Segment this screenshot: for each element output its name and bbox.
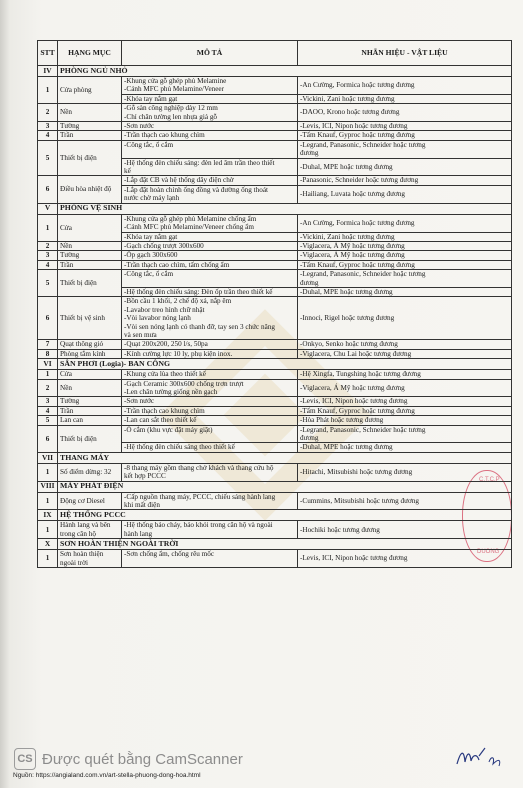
- item-number: 6: [38, 425, 58, 452]
- description-line: -Khóa tay nắm gạt: [124, 232, 178, 241]
- item-description: [122, 406, 298, 415]
- brand-line: -Tấm Knauf, Gyproc hoặc tương đương: [300, 406, 415, 415]
- description-line: -Cánh MFC phủ Melamine/Veneer: [124, 85, 225, 94]
- camscanner-text: Được quét bằng CamScanner: [42, 750, 243, 768]
- brand-line: đương: [300, 149, 319, 158]
- item-name: Nền: [58, 379, 122, 397]
- item-name: Nền: [58, 104, 122, 122]
- description-line: -Sơn nước: [124, 397, 155, 406]
- item-number: 8: [38, 349, 58, 358]
- table-row: [38, 425, 512, 443]
- item-number: 3: [38, 122, 58, 131]
- brand-line: -Cummins, Mitsubishi hoặc tương đương: [300, 496, 420, 505]
- description-line: -Ổ cắm (khu vực đặt máy giặt): [124, 425, 213, 434]
- table-row: [38, 521, 512, 539]
- item-number: 3: [38, 251, 58, 260]
- description-line: -Ốp gạch 300x600: [124, 251, 178, 260]
- item-brand: [298, 416, 512, 425]
- description-line: -Vòi sen nóng lạnh có thanh đỡ, tay sen 3 chức năng: [124, 322, 276, 331]
- item-name: Thiết bị điện: [58, 425, 122, 452]
- brand-line: -Viglacera, Á Mỹ hoặc tương đương: [300, 241, 405, 250]
- table-row: [38, 260, 512, 269]
- item-name: Động cơ Diesel: [58, 492, 122, 510]
- item-description: [122, 176, 298, 185]
- description-line: -Lan can sắt theo thiết kế: [124, 416, 197, 425]
- item-name: Trần: [58, 406, 122, 415]
- description-line: -Công tắc, ổ cắm: [124, 270, 174, 279]
- item-brand: [298, 260, 512, 269]
- brand-line: -Vickini, Zani hoặc tương đương: [300, 94, 395, 103]
- item-description: [122, 158, 298, 176]
- item-description: [122, 550, 298, 568]
- description-line: và sen mưa: [124, 330, 157, 339]
- item-name: Số điểm dừng: 32: [58, 463, 122, 481]
- description-line: -Công tắc, ổ cắm: [124, 140, 174, 149]
- brand-line: -Levis, ICI, Nipon hoặc tương đương: [300, 554, 408, 563]
- brand-line: -Viglacera, Chu Lai hoặc tương đương: [300, 349, 412, 358]
- item-description: [122, 214, 298, 232]
- source-credit: Nguồn: https://angialand.com.vn/art-stella-phuong-dong-hoa.html: [13, 772, 201, 779]
- section-number: IX: [38, 510, 58, 521]
- brand-line: -Tấm Knauf, Gyproc hoặc tương đương: [300, 131, 415, 140]
- table-row: [38, 397, 512, 406]
- description-line: -Hệ thống đèn chiếu sáng: đèn led âm trần theo thiết: [124, 158, 275, 167]
- description-line: -Gạch Ceramic 300x600 chống trơn trượt: [124, 379, 244, 388]
- spec-table: [37, 40, 512, 568]
- item-brand: [298, 104, 512, 122]
- table-row: [38, 492, 512, 510]
- item-number: 5: [38, 416, 58, 425]
- description-line: -Sơn nước: [124, 122, 155, 131]
- item-brand: [298, 94, 512, 103]
- item-description: [122, 232, 298, 241]
- item-description: [122, 185, 298, 203]
- item-number: 1: [38, 492, 58, 510]
- description-line: hành lang: [124, 529, 153, 538]
- item-description: [122, 140, 298, 158]
- brand-line: -Legrand, Panasonic, Schneider hoặc tương: [300, 140, 426, 149]
- section-title: THANG MÁY: [58, 452, 512, 463]
- page-binding-shadow: [0, 0, 10, 788]
- section-title: SÂN PHƠI (Logia)- BAN CÔNG: [58, 359, 512, 370]
- description-line: nước chờ máy lạnh: [124, 194, 180, 203]
- brand-line: -Viglacera, Á Mỹ hoặc tương đương: [300, 383, 405, 392]
- item-name: Trần: [58, 260, 122, 269]
- camscanner-logo: CS: [14, 748, 36, 770]
- header-stt: STT: [38, 41, 58, 66]
- brand-line: -Hailiang, Luvata hoặc tương đương: [300, 190, 406, 199]
- section-row: [38, 359, 512, 370]
- item-brand: [298, 131, 512, 140]
- item-description: [122, 370, 298, 379]
- brand-line: -Hochiki hoặc tương đương: [300, 525, 380, 534]
- item-name: Thiết bị điện: [58, 140, 122, 176]
- item-brand: [298, 297, 512, 340]
- description-line: -Khóa tay nắm gạt: [124, 94, 178, 103]
- description-line: -Cấp nguồn thang máy, PCCC, chiếu sáng hành lang: [124, 492, 276, 501]
- item-description: [122, 521, 298, 539]
- table-row: [38, 122, 512, 131]
- section-number: VIII: [38, 481, 58, 492]
- table-row: [38, 214, 512, 232]
- table-row: [38, 550, 512, 568]
- description-line: -Vòi lavabor nóng lạnh: [124, 314, 191, 323]
- item-name: Điều hòa nhiệt độ: [58, 176, 122, 203]
- description-line: -Bồn cầu 1 khối, 2 chế độ xả, nắp êm: [124, 297, 232, 306]
- item-description: [122, 340, 298, 349]
- item-brand: [298, 232, 512, 241]
- section-title: SƠN HOÀN THIỆN NGOÀI TRỜI: [58, 539, 512, 550]
- item-name: Cửa: [58, 214, 122, 241]
- item-description: [122, 251, 298, 260]
- table-row: [38, 131, 512, 140]
- brand-line: -Levis, ICI, Nipon hoặc tương đương: [300, 122, 408, 131]
- table-row: [38, 406, 512, 415]
- description-line: -Khung cửa lùa theo thiết kế: [124, 370, 206, 379]
- item-description: [122, 463, 298, 481]
- item-number: 5: [38, 270, 58, 297]
- section-title: PHÒNG NGỦ NHỎ: [58, 66, 512, 77]
- item-name: Tường: [58, 251, 122, 260]
- section-number: VII: [38, 452, 58, 463]
- item-description: [122, 131, 298, 140]
- item-brand: [298, 214, 512, 232]
- item-brand: [298, 443, 512, 452]
- table-header-row: [38, 41, 512, 66]
- description-line: -Lắp đặt CB và hệ thống dây điện chờ: [124, 176, 234, 185]
- item-number: 4: [38, 260, 58, 269]
- table-row: [38, 416, 512, 425]
- section-row: [38, 203, 512, 214]
- item-name: Thiết bị vệ sinh: [58, 297, 122, 340]
- brand-line: -Hitachi, Mitsubishi hoặc tương đương: [300, 468, 413, 477]
- section-number: VI: [38, 359, 58, 370]
- section-number: X: [38, 539, 58, 550]
- header-nhan-hieu: NHÃN HIỆU - VẬT LIỆU: [298, 41, 512, 66]
- description-line: -Quạt 200x200, 250 l/s, 50pa: [124, 340, 208, 349]
- brand-line: -Duhal, MPE hoặc tương đương: [300, 443, 393, 452]
- description-line: -Khung cửa gỗ ghép phủ Melamine: [124, 77, 227, 85]
- item-brand: [298, 463, 512, 481]
- item-brand: [298, 287, 512, 296]
- description-line: [124, 559, 295, 567]
- item-number: 1: [38, 463, 58, 481]
- item-number: 2: [38, 104, 58, 122]
- item-name: Cửa phòng: [58, 77, 122, 104]
- item-description: [122, 379, 298, 397]
- item-brand: [298, 241, 512, 250]
- section-number: IV: [38, 66, 58, 77]
- item-description: [122, 349, 298, 358]
- header-hang-muc: HẠNG MỤC: [58, 41, 122, 66]
- brand-line: -DAOO, Krono hoặc tương đương: [300, 108, 400, 117]
- table-row: [38, 251, 512, 260]
- description-line: [124, 434, 295, 442]
- item-name: Nền: [58, 241, 122, 250]
- brand-line: -Tấm Knauf, Gyproc hoặc tương đương: [300, 260, 415, 269]
- item-name: Cửa: [58, 370, 122, 379]
- handwritten-signature: [455, 742, 510, 770]
- item-description: [122, 77, 298, 95]
- description-line: [124, 149, 295, 157]
- item-number: 4: [38, 406, 58, 415]
- item-number: 3: [38, 397, 58, 406]
- item-description: [122, 270, 298, 288]
- description-line: -8 thang máy gồm thang chở khách và thang cứu hộ: [124, 463, 274, 472]
- table-row: [38, 297, 512, 340]
- item-brand: [298, 397, 512, 406]
- description-line: -Kính cường lực 10 ly, phụ kiện inox.: [124, 349, 233, 358]
- table-row: [38, 140, 512, 158]
- item-description: [122, 397, 298, 406]
- section-title: PHÒNG VỆ SINH: [58, 203, 512, 214]
- section-row: [38, 510, 512, 521]
- item-name: Quạt thông gió: [58, 340, 122, 349]
- item-description: [122, 260, 298, 269]
- item-brand: [298, 158, 512, 176]
- description-line: khi mất điện: [124, 501, 160, 510]
- item-description: [122, 297, 298, 340]
- item-brand: [298, 77, 512, 95]
- item-description: [122, 443, 298, 452]
- description-line: -Trần thạch cao chìm, tấm chống ẩm: [124, 260, 230, 269]
- item-name: Thiết bị điện: [58, 270, 122, 297]
- item-brand: [298, 140, 512, 158]
- item-number: 6: [38, 176, 58, 203]
- brand-line: -An Cường, Formica hoặc tương đương: [300, 81, 415, 90]
- description-line: -Hệ thống báo cháy, báo khói trong căn hộ và ngoài: [124, 521, 273, 530]
- item-number: 2: [38, 379, 58, 397]
- brand-line: -Vickini, Zani hoặc tương đương: [300, 232, 395, 241]
- section-row: [38, 452, 512, 463]
- item-number: 4: [38, 131, 58, 140]
- brand-line: -Panasonic, Schneider hoặc tương đương: [300, 176, 419, 185]
- table-row: [38, 241, 512, 250]
- item-brand: [298, 340, 512, 349]
- item-brand: [298, 550, 512, 568]
- description-line: kết hợp PCCC: [124, 472, 166, 481]
- table-row: [38, 349, 512, 358]
- item-number: 1: [38, 214, 58, 241]
- description-line: -Len chân tường giống nền gạch: [124, 388, 218, 396]
- item-number: 1: [38, 77, 58, 104]
- company-stamp: C.T.C.P DUONG: [462, 470, 512, 562]
- description-line: -Lắp đặt hoàn chỉnh ống đồng và đường ống thoát: [124, 185, 269, 194]
- item-name: Lan can: [58, 416, 122, 425]
- brand-line: -Hòa Phát hoặc tương đương: [300, 416, 384, 425]
- description-line: -Chỉ chân tường len nhựa giả gỗ: [124, 112, 218, 121]
- description-line: -Trần thạch cao khung chìm: [124, 131, 205, 140]
- item-name: Phòng tắm kính: [58, 349, 122, 358]
- item-description: [122, 241, 298, 250]
- item-brand: [298, 521, 512, 539]
- section-row: [38, 539, 512, 550]
- description-line: -Cánh MFC phủ Melamine/Veneer chống ẩm: [124, 223, 254, 232]
- table-row: [38, 379, 512, 397]
- description-line: -Hệ thống đèn chiếu sáng theo thiết kế: [124, 443, 235, 452]
- section-number: V: [38, 203, 58, 214]
- brand-line: đương: [300, 434, 319, 443]
- item-brand: [298, 251, 512, 260]
- item-description: [122, 425, 298, 443]
- item-brand: [298, 185, 512, 203]
- brand-line: -Legrand, Panasonic, Schneider hoặc tương: [300, 270, 426, 279]
- brand-line: -Legrand, Panasonic, Schneider hoặc tương: [300, 425, 426, 434]
- description-line: -Gỗ sàn công nghiệp dày 12 mm: [124, 104, 218, 113]
- item-brand: [298, 270, 512, 288]
- item-brand: [298, 122, 512, 131]
- brand-line: -An Cường, Formica hoặc tương đương: [300, 218, 415, 227]
- item-number: 5: [38, 140, 58, 176]
- section-row: [38, 66, 512, 77]
- camscanner-watermark: [14, 748, 243, 770]
- item-description: [122, 122, 298, 131]
- item-brand: [298, 425, 512, 443]
- brand-line: -Onkyo, Senko hoặc tương đương: [300, 340, 398, 349]
- item-brand: [298, 379, 512, 397]
- item-name: Trần: [58, 131, 122, 140]
- item-number: 6: [38, 297, 58, 340]
- description-line: -Trần thạch cao khung chìm: [124, 406, 205, 415]
- item-number: 7: [38, 340, 58, 349]
- table-row: [38, 370, 512, 379]
- item-description: [122, 287, 298, 296]
- description-line: kế: [124, 167, 131, 176]
- section-row: [38, 481, 512, 492]
- item-description: [122, 94, 298, 103]
- brand-line: -Duhal, MPE hoặc tương đương: [300, 162, 393, 171]
- table-row: [38, 463, 512, 481]
- item-name: Tường: [58, 122, 122, 131]
- table-body: [38, 66, 512, 568]
- item-name: Hành lang và bên trong căn hộ: [58, 521, 122, 539]
- item-number: 1: [38, 521, 58, 539]
- table-row: [38, 104, 512, 122]
- description-line: -Khung cửa gỗ ghép phủ Melamine chống ẩm: [124, 214, 257, 223]
- item-description: [122, 104, 298, 122]
- item-number: 2: [38, 241, 58, 250]
- table-row: [38, 340, 512, 349]
- section-title: HỆ THỐNG PCCC: [58, 510, 512, 521]
- brand-line: -Innoci, Rigel hoặc tương đương: [300, 314, 395, 323]
- brand-line: -Viglacera, Á Mỹ hoặc tương đương: [300, 251, 405, 260]
- item-number: 1: [38, 550, 58, 568]
- brand-line: -Duhal, MPE hoặc tương đương: [300, 287, 393, 296]
- brand-line: -Levis, ICI, Nipon hoặc tương đương: [300, 397, 408, 406]
- table-row: [38, 77, 512, 95]
- description-line: -Hệ thống đèn chiếu sáng: Đèn ốp trần theo thiết kế: [124, 287, 273, 296]
- brand-line: -Hệ Xingfa, Tungshing hoặc tương đương: [300, 370, 421, 379]
- item-name: Tường: [58, 397, 122, 406]
- item-number: 1: [38, 370, 58, 379]
- item-brand: [298, 349, 512, 358]
- section-title: MÁY PHÁT ĐIỆN: [58, 481, 512, 492]
- item-description: [122, 492, 298, 510]
- item-brand: [298, 370, 512, 379]
- item-name: Sơn hoàn thiện ngoài trời: [58, 550, 122, 568]
- item-description: [122, 416, 298, 425]
- table-row: [38, 270, 512, 288]
- item-brand: [298, 492, 512, 510]
- description-line: -Lavabor treo hình chữ nhật: [124, 305, 205, 314]
- description-line: -Sơn chống ẩm, chống rêu mốc: [124, 550, 215, 559]
- brand-line: đương: [300, 278, 319, 287]
- item-brand: [298, 176, 512, 185]
- description-line: -Gạch chống trượt 300x600: [124, 241, 204, 250]
- description-line: [124, 279, 295, 287]
- table-row: [38, 176, 512, 185]
- header-mo-ta: MÔ TẢ: [122, 41, 298, 66]
- item-brand: [298, 406, 512, 415]
